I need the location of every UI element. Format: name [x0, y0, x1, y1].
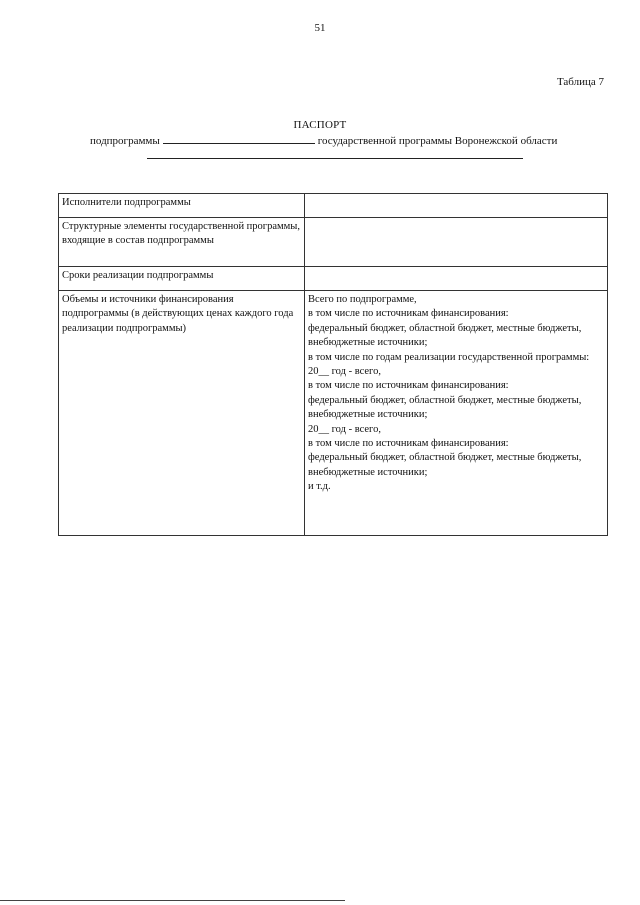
financing-line: в том числе по источникам финансирования:: [308, 380, 509, 392]
row-label-terms: Сроки реализации подпрограммы: [59, 267, 305, 291]
title-underline: [147, 158, 523, 159]
financing-line: 20__ год - всего,: [308, 423, 381, 435]
financing-line: 20__ год - всего,: [308, 366, 381, 378]
passport-table: [58, 193, 608, 536]
table-row: [59, 267, 608, 291]
financing-line: в том числе по годам реализации государственной программы:: [308, 351, 590, 363]
financing-line: в том числе по источникам финансирования:: [308, 438, 509, 450]
row-label-financing: Объемы и источники финансирования подпрограммы (в действующих ценах каждого года реализации подпрограммы): [59, 291, 305, 536]
table-row: [59, 291, 608, 536]
financing-line: в том числе по источникам финансирования:: [308, 308, 509, 320]
page-number: 51: [314, 22, 326, 34]
financing-line: федеральный бюджет, областной бюджет, местные бюджеты, внебюджетные источники;: [308, 322, 582, 349]
financing-line: федеральный бюджет, областной бюджет, местные бюджеты, внебюджетные источники;: [308, 394, 582, 421]
financing-line: Всего по подпрограмме,: [308, 294, 417, 305]
row-value-executors: [305, 194, 608, 218]
financing-line: федеральный бюджет, областной бюджет, местные бюджеты, внебюджетные источники;: [308, 452, 582, 478]
subtitle-prefix: подпрограммы: [90, 135, 160, 147]
subtitle-suffix: государственной программы Воронежской области: [317, 135, 558, 147]
row-label-structural-elements: Структурные элементы государственной программы, входящие в состав подпрограммы: [59, 218, 305, 267]
financing-line: и т.д.: [308, 481, 331, 493]
footer-rule: [0, 900, 345, 901]
subprogram-name-blank: [163, 134, 315, 144]
row-value-terms: [305, 267, 608, 291]
row-label-executors: Исполнители подпрограммы: [59, 194, 305, 218]
row-value-structural-elements: [305, 218, 608, 267]
table-row: [59, 194, 608, 218]
row-value-financing: [305, 291, 608, 536]
table-row: [59, 218, 608, 267]
table-caption: Таблица 7: [556, 76, 604, 88]
passport-subtitle: [90, 134, 590, 147]
passport-title: ПАСПОРТ: [293, 119, 347, 131]
